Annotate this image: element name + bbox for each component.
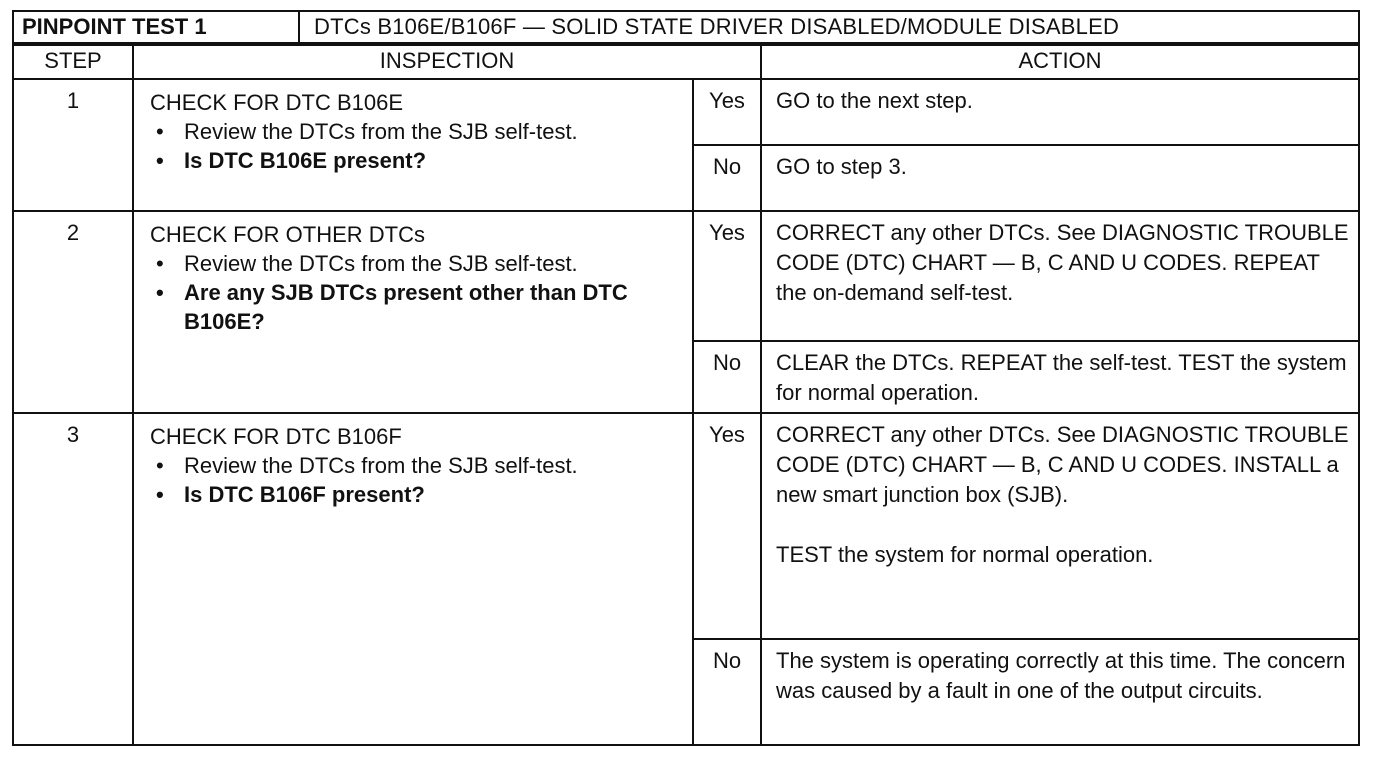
action-text: CLEAR the DTCs. REPEAT the self-test. TEST the system for normal operation.	[776, 350, 1347, 405]
step-number: 3	[13, 413, 133, 745]
inspection-bullet	[150, 451, 682, 480]
no-label: No	[693, 145, 761, 211]
yes-action	[761, 413, 1359, 639]
column-header-row	[13, 45, 1359, 79]
inspection-bullet	[150, 249, 682, 278]
test-title: DTCs B106E/B106F — SOLID STATE DRIVER DISABLED/MODULE DISABLED	[314, 14, 1120, 39]
inspection-cell	[133, 211, 693, 413]
test-header	[12, 10, 1360, 44]
yes-label: Yes	[693, 79, 761, 145]
inspection-title: CHECK FOR DTC B106F	[150, 424, 402, 449]
no-action	[761, 341, 1359, 413]
inspection-cell	[133, 413, 693, 745]
column-header-action: ACTION	[761, 45, 1359, 79]
inspection-bullets	[150, 117, 682, 175]
action-text: The system is operating correctly at this time. The concern was caused by a fault in one of the output circuits.	[776, 648, 1346, 703]
bullet-icon: •	[156, 251, 164, 276]
inspection-title: CHECK FOR DTC B106E	[150, 90, 404, 115]
question-text: Is DTC B106F present?	[184, 482, 425, 507]
step-rows	[13, 79, 1359, 745]
question-text: Are any SJB DTCs present other than DTC B106E?	[184, 280, 628, 334]
paragraph-gap	[776, 510, 1350, 540]
bullet-text: Review the DTCs from the SJB self-test.	[184, 453, 578, 478]
yes-action	[761, 79, 1359, 145]
inspection-bullets	[150, 451, 682, 509]
no-label: No	[693, 341, 761, 413]
action-text: TEST the system for normal operation.	[776, 542, 1154, 567]
column-header-step: STEP	[13, 45, 133, 79]
no-label: No	[693, 639, 761, 745]
step-number: 2	[13, 211, 133, 413]
yes-action	[761, 211, 1359, 341]
bullet-icon: •	[156, 453, 164, 478]
bullet-icon: •	[156, 119, 164, 144]
action-text: CORRECT any other DTCs. See DIAGNOSTIC TROUBLE CODE (DTC) CHART — B, C AND U CODES. INSTALL a new smart junction box (SJB).	[776, 422, 1349, 507]
pinpoint-test-document	[12, 10, 1360, 746]
bullet-icon: •	[156, 280, 164, 305]
step-row-yes	[13, 79, 1359, 145]
bullet-text: Review the DTCs from the SJB self-test.	[184, 251, 578, 276]
pinpoint-table	[12, 44, 1360, 746]
action-text: GO to the next step.	[776, 88, 973, 113]
step-row-yes	[13, 211, 1359, 341]
inspection-question	[150, 278, 682, 336]
inspection-cell	[133, 79, 693, 211]
question-text: Is DTC B106E present?	[184, 148, 427, 173]
inspection-title: CHECK FOR OTHER DTCs	[150, 222, 425, 247]
yes-label: Yes	[693, 211, 761, 341]
inspection-question	[150, 146, 682, 175]
no-action	[761, 639, 1359, 745]
inspection-bullet	[150, 117, 682, 146]
action-text: GO to step 3.	[776, 154, 907, 179]
bullet-icon: •	[156, 482, 164, 507]
column-header-inspection: INSPECTION	[133, 45, 761, 79]
bullet-icon: •	[156, 148, 164, 173]
action-text: CORRECT any other DTCs. See DIAGNOSTIC TROUBLE CODE (DTC) CHART — B, C AND U CODES. REPEAT the on-demand self-test.	[776, 220, 1349, 305]
bullet-text: Review the DTCs from the SJB self-test.	[184, 119, 578, 144]
test-label: PINPOINT TEST 1	[14, 12, 300, 42]
inspection-question	[150, 480, 682, 509]
step-row-yes	[13, 413, 1359, 639]
step-number: 1	[13, 79, 133, 211]
no-action	[761, 145, 1359, 211]
yes-label: Yes	[693, 413, 761, 639]
inspection-bullets	[150, 249, 682, 336]
